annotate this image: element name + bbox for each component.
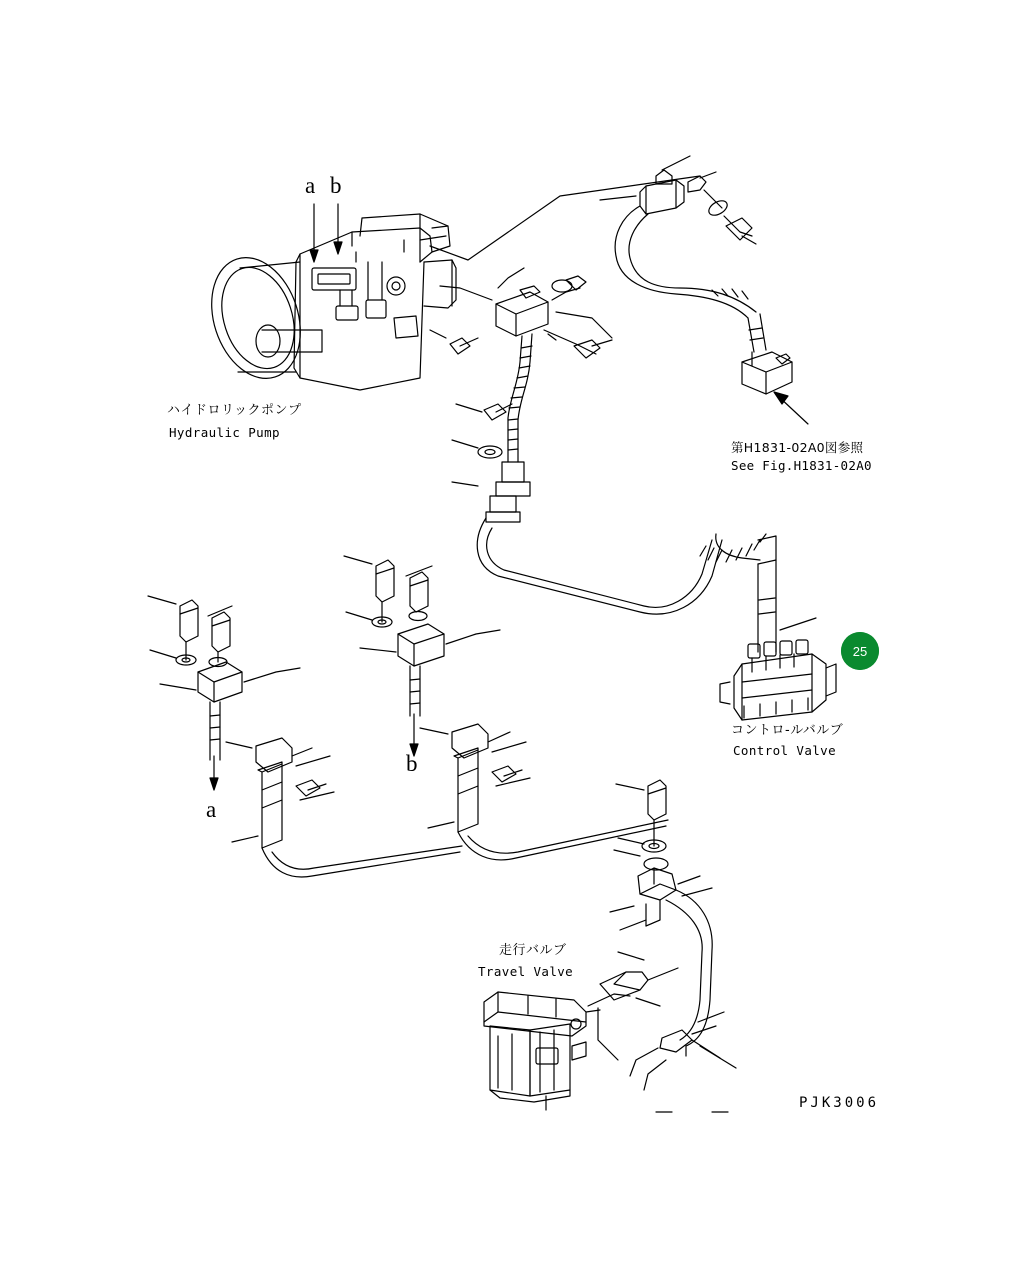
callout-a-bottom: a (206, 797, 217, 822)
hydraulic-pump-illustration (197, 214, 456, 390)
lower-left-fitting-group (148, 596, 462, 877)
hydraulic-pump-label-en: Hydraulic Pump (169, 425, 280, 440)
lower-right-tee-assembly (610, 780, 712, 1046)
callout-a-top: a (305, 173, 316, 198)
callout-b-top: b (330, 173, 342, 198)
travel-valve-label-en: Travel Valve (478, 964, 574, 979)
callout-b-bottom: b (406, 751, 418, 776)
misc-leader-lines (546, 1008, 618, 1110)
part-number-badge-25: 25 (841, 632, 879, 670)
control-valve-label-en: Control Valve (733, 743, 837, 758)
control-valve-illustration (720, 640, 836, 720)
hydraulic-pump-label-jp: ハイドロリックポンプ (167, 403, 302, 418)
lower-middle-fitting-group (344, 556, 668, 860)
upper-right-hose-assembly (430, 156, 808, 424)
callout-arrows-top (310, 204, 342, 262)
travel-valve-label-jp: 走行バルブ (499, 943, 567, 958)
control-valve-label-jp: コントロ-ルバルブ (731, 723, 844, 738)
figure-code: PJK3006 (799, 1095, 880, 1111)
see-figure-reference-en: See Fig.H1831-02A0 (731, 458, 872, 473)
see-figure-reference-jp: 第H1831-02A0図参照 (731, 440, 864, 455)
